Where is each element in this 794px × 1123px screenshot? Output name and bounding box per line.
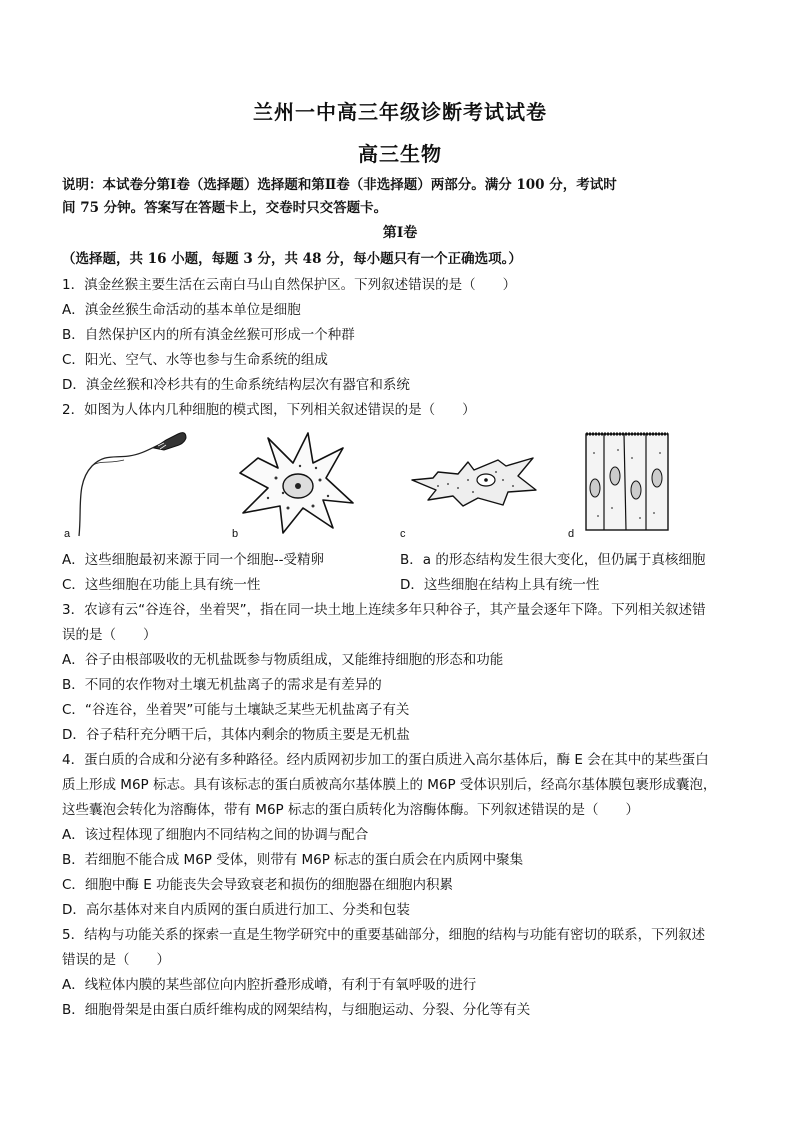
q5-stem-line-1: 5．结构与功能关系的探索一直是生物学研究中的重要基础部分，细胞的结构与功能有密切的联系，下列叙述 [62,927,706,943]
figure-label-b: b [232,528,239,540]
instructions-line-1: 说明：本试卷分第Ⅰ卷（选择题）选择题和第Ⅱ卷（非选择题）两部分。满分 100 分，考试时 [62,177,617,193]
q3-option-b: B．不同的农作物对土壤无机盐离子的需求是有差异的 [62,677,382,693]
instructions [62,174,738,220]
section-note: （选择题，共 16 小题，每题 3 分，共 48 分，每小题只有一个正确选项。） [62,251,522,267]
q4-stem-line-1: 4．蛋白质的合成和分泌有多种路径。经内质网初步加工的蛋白质进入高尔基体后，酶 E 会在其中的某些蛋白 [62,752,709,768]
figure-label-a: a [64,528,71,540]
figure-label-d: d [568,528,575,540]
q2-stem: 2．如图为人体内几种细胞的模式图，下列相关叙述错误的是（ ） [62,402,476,418]
instructions-line-2: 间 75 分钟。答案写在答题卡上，交卷时只交答题卡。 [62,200,388,216]
figure-label-c: c [400,528,406,540]
q1-option-d: D．滇金丝猴和冷杉共有的生命系统结构层次有器官和系统 [62,377,410,393]
cell-figure [62,428,738,546]
q4-option-a: A．该过程体现了细胞内不同结构之间的协调与配合 [62,827,369,843]
q1-option-a: A．滇金丝猴生命活动的基本单位是细胞 [62,302,301,318]
q4-option-c: C．细胞中酶 E 功能丧失会导致衰老和损伤的细胞器在细胞内积累 [62,877,454,893]
q4-stem-line-3: 这些囊泡会转化为溶酶体，带有 M6P 标志的蛋白质转化为溶酶体酶。下列叙述错误的是（ ） [62,802,639,818]
spindle-cell-illustration [408,450,538,520]
q4-option-d: D．高尔基体对来自内质网的蛋白质进行加工、分类和包装 [62,902,410,918]
exam-subject: 高三生物 [358,142,442,166]
q1-stem: 1．滇金丝猴主要生活在云南白马山自然保护区。下列叙述错误的是（ ） [62,277,517,293]
sperm-cell-illustration [74,428,194,538]
q2-option-b: B．a 的形态结构发生很大变化，但仍属于真核细胞 [400,552,706,568]
q1-option-c: C．阳光、空气、水等也参与生命系统的组成 [62,352,328,368]
q3-stem-line-1: 3．农谚有云“谷连谷，坐着哭”，指在同一块土地上连续多年只种谷子，其产量会逐年下降。下列相关叙述错 [62,602,706,618]
q2-option-d: D．这些细胞在结构上具有统一性 [400,577,600,593]
q5-stem-line-2: 错误的是（ ） [62,952,170,968]
q3-option-d: D．谷子秸秆充分晒干后，其体内剩余的物质主要是无机盐 [62,727,410,743]
stellate-cell-illustration [238,428,358,538]
q5-option-a: A．线粒体内膜的某些部位向内腔折叠形成嵴，有利于有氧呼吸的进行 [62,977,477,993]
q2-option-a: A．这些细胞最初来源于同一个细胞--受精卵 [62,552,324,568]
q4-stem-line-2: 质上形成 M6P 标志。具有该标志的蛋白质被高尔基体膜上的 M6P 受体识别后，经高尔基体膜包裹形成囊泡， [62,777,717,793]
q3-option-c: C．“谷连谷，坐着哭”可能与土壤缺乏某些无机盐离子有关 [62,702,410,718]
epithelial-cells-illustration [582,428,672,538]
exam-title: 兰州一中高三年级诊断考试试卷 [253,100,547,124]
q3-option-a: A．谷子由根部吸收的无机盐既参与物质组成，又能维持细胞的形态和功能 [62,652,504,668]
q1-option-b: B．自然保护区内的所有滇金丝猴可形成一个种群 [62,327,355,343]
section-title: 第Ⅰ卷 [382,225,418,241]
q3-stem-line-2: 误的是（ ） [62,627,157,643]
q4-option-b: B．若细胞不能合成 M6P 受体，则带有 M6P 标志的蛋白质会在内质网中聚集 [62,852,524,868]
q5-option-b: B．细胞骨架是由蛋白质纤维构成的网架结构，与细胞运动、分裂、分化等有关 [62,1002,531,1018]
q2-option-c: C．这些细胞在功能上具有统一性 [62,577,261,593]
